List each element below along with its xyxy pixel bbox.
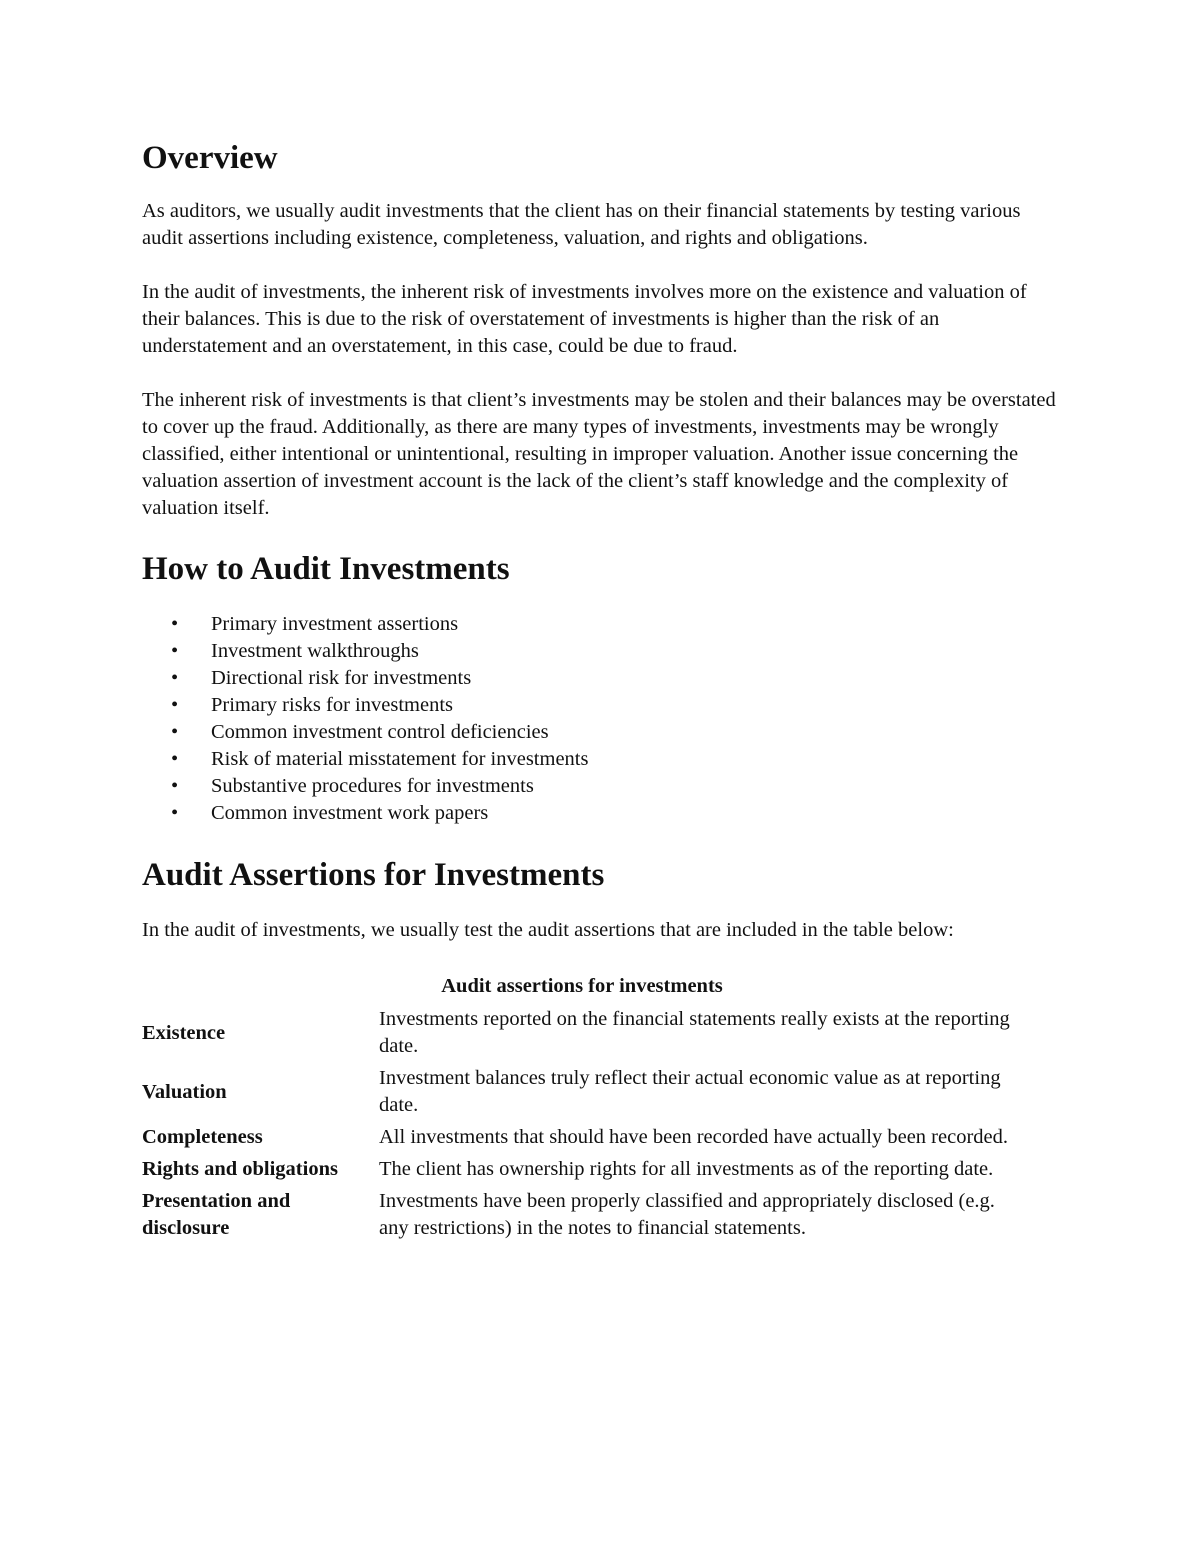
list-item-label: Investment walkthroughs [211, 640, 419, 662]
how-to-audit-list [142, 611, 1062, 827]
list-item-label: Risk of material misstatement for investments [211, 748, 589, 770]
list-item-label: Common investment work papers [211, 802, 489, 824]
table-row [142, 1065, 1022, 1124]
bullet-icon: • [171, 721, 179, 743]
document-page [142, 138, 1062, 1247]
list-item-label: Directional risk for investments [211, 667, 472, 689]
assertion-term: Presentation and disclosure [142, 1190, 291, 1239]
list-item [142, 800, 1062, 827]
assertion-term: Completeness [142, 1126, 263, 1148]
list-item [142, 692, 1062, 719]
assertion-description: Investments have been properly classified and appropriately disclosed (e.g. any restrictions) in the notes to financial statements. [379, 1190, 995, 1239]
list-item [142, 719, 1062, 746]
assertion-description: Investments reported on the financial statements really exists at the reporting date. [379, 1008, 1010, 1057]
overview-paragraph-1: As auditors, we usually audit investments that the client has on their financial statements by testing various audit assertions including existence, completeness, valuation, and rights and obligations. [142, 200, 1021, 249]
bullet-icon: • [171, 802, 179, 824]
audit-assertions-heading: Audit Assertions for Investments [142, 857, 605, 893]
assertion-description: The client has ownership rights for all investments as of the reporting date. [379, 1158, 994, 1180]
table-caption: Audit assertions for investments [441, 975, 723, 997]
bullet-icon: • [171, 775, 179, 797]
table-row [142, 1124, 1022, 1156]
assertion-description: All investments that should have been recorded have actually been recorded. [379, 1126, 1008, 1148]
bullet-icon: • [171, 613, 179, 635]
list-item [142, 773, 1062, 800]
bullet-icon: • [171, 748, 179, 770]
list-item [142, 638, 1062, 665]
bullet-icon: • [171, 640, 179, 662]
list-item [142, 746, 1062, 773]
bullet-icon: • [171, 667, 179, 689]
list-item-label: Substantive procedures for investments [211, 775, 534, 797]
assertion-description: Investment balances truly reflect their actual economic value as at reporting date. [379, 1067, 1001, 1116]
list-item [142, 611, 1062, 638]
overview-paragraph-2: In the audit of investments, the inherent risk of investments involves more on the existence and valuation of their balances. This is due to the risk of overstatement of investments is higher than the risk of an understatement and an overstatement, in this case, could be due to fraud. [142, 281, 1027, 357]
overview-heading: Overview [142, 140, 278, 176]
list-item-label: Primary risks for investments [211, 694, 453, 716]
assertion-term: Rights and obligations [142, 1158, 338, 1180]
table-row [142, 1188, 1022, 1247]
list-item-label: Primary investment assertions [211, 613, 459, 635]
assertion-term: Valuation [142, 1080, 227, 1103]
bullet-icon: • [171, 694, 179, 716]
table-row [142, 1006, 1022, 1065]
list-item-label: Common investment control deficiencies [211, 721, 549, 743]
overview-paragraph-3: The inherent risk of investments is that client’s investments may be stolen and their balances may be overstated to cover up the fraud. Additionally, as there are many types of investments, investments may be wrongly classified, either intentional or unintentional, resulting in improper valuation. Another issue concerning the valuation assertion of investment account is the lack of the client’s staff knowledge and the complexity of valuation itself. [142, 389, 1056, 519]
how-to-audit-heading: How to Audit Investments [142, 551, 510, 587]
table-row [142, 1156, 1022, 1188]
assertion-term: Existence [142, 1021, 226, 1044]
list-item [142, 665, 1062, 692]
assertions-intro: In the audit of investments, we usually test the audit assertions that are included in the table below: [142, 919, 954, 941]
assertions-table [142, 1006, 1022, 1247]
